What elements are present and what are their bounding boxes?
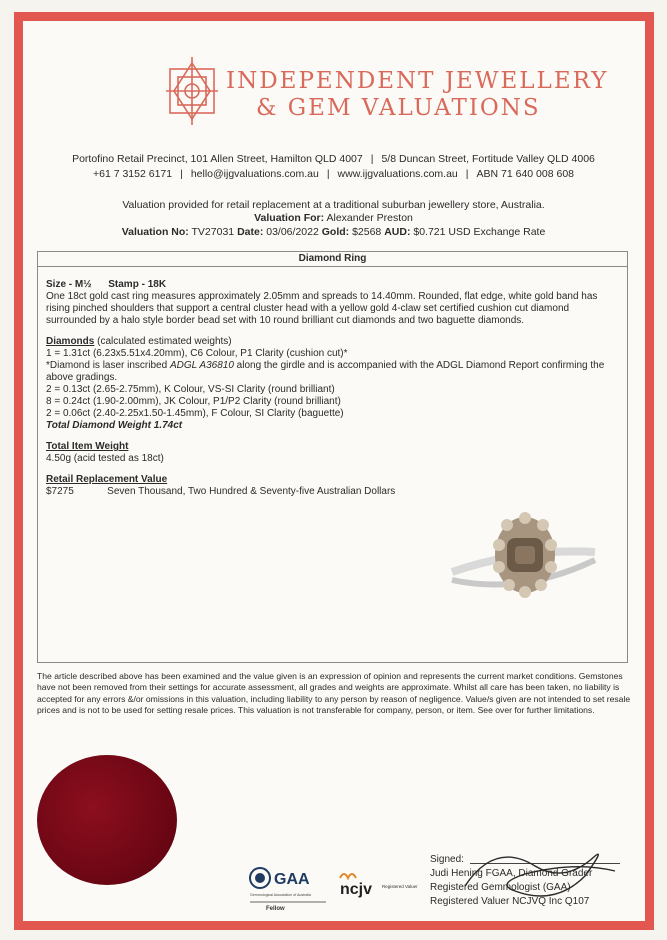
rrv-line <box>46 486 618 498</box>
inscription-code: ADGL A36810 <box>169 360 234 371</box>
diamonds-heading-line <box>46 336 618 348</box>
signatory-registration: Registered Valuer NCJVQ Inc Q107 <box>430 896 590 907</box>
diamond-center-stone: 1 = 1.31ct (6.23x5.51x4.20mm), C6 Colour, P1 Clarity (cushion cut)* <box>46 348 348 359</box>
separator: | <box>326 168 330 180</box>
item-weight-heading-text: Total Item Weight <box>46 441 129 452</box>
gaa-logo <box>248 864 328 914</box>
gold-price: $2568 <box>352 226 382 238</box>
exchange-rate: $0.721 USD Exchange Rate <box>413 226 546 238</box>
signatory-credential: Registered Gemmologist (GAA) <box>430 882 571 893</box>
company-logo <box>166 55 218 127</box>
valuation-date: 03/06/2022 <box>266 226 319 238</box>
ncjv-logo-text: ncjv <box>340 881 373 898</box>
total-diamond-weight-text: Total Diamond Weight 1.74ct <box>46 420 183 431</box>
valuation-for-line <box>0 212 667 224</box>
brand-name-line2: & GEM VALUATIONS <box>256 95 541 121</box>
item-weight-value: 4.50g (acid tested as 18ct) <box>46 453 164 464</box>
client-name: Alexander Preston <box>326 212 413 224</box>
contact-line <box>0 168 667 180</box>
address-hamilton: Portofino Retail Precinct, 101 Allen Street, Hamilton QLD 4007 <box>72 153 363 165</box>
ncjv-logo-subtitle: Registered Valuer <box>382 884 418 889</box>
brand-name-line1: INDEPENDENT JEWELLERY <box>226 68 609 94</box>
email-address: hello@ijgvaluations.com.au <box>190 168 319 180</box>
address-line <box>0 153 667 165</box>
signatory-name: Judi Hening FGAA, Diamond Grader <box>430 868 593 879</box>
separator: | <box>465 168 469 180</box>
signed-label: Signed: <box>430 854 464 865</box>
diamond-line-3: 8 = 0.24ct (1.90-2.00mm), JK Colour, P1/P2 Clarity (round brilliant) <box>46 396 341 407</box>
gaa-fellow-text: Fellow <box>266 906 285 912</box>
rrv-heading-text: Retail Replacement Value <box>46 474 168 485</box>
gold-stamp: Stamp - 18K <box>108 279 167 290</box>
signature-block <box>430 853 592 909</box>
separator: | <box>370 153 374 165</box>
gold-label: Gold: <box>321 226 350 238</box>
gaa-logo-text: GAA <box>274 871 310 888</box>
total-diamond-weight <box>46 420 618 432</box>
phone-number: +61 7 3152 6171 <box>92 168 173 180</box>
item-weight-heading <box>46 441 618 453</box>
ring-size: Size - M½ <box>46 279 92 290</box>
gaa-logo-subtitle: Gemmological Association of Australia <box>250 893 311 897</box>
abn-number: ABN 71 640 008 608 <box>476 168 575 180</box>
diamond-line-4: 2 = 0.06ct (2.40-2.25x1.50-1.45mm), F Colour, SI Clarity (baguette) <box>46 408 344 419</box>
ncjv-logo <box>336 868 418 900</box>
valuation-no-label: Valuation No: <box>121 226 189 238</box>
ring-photo <box>447 500 597 620</box>
separator: | <box>180 168 183 180</box>
rrv-amount: $7275 <box>46 486 74 497</box>
item-description: One 18ct gold cast ring measures approximately 2.05mm and spreads to 14.40mm. Rounded, flat edge, white gold band has rising pinched shoulders that support a central cluster head with a yellow gold 4-claw set certified cushion cut diamond surrounded by a halo style border bead set with 10 round brilliant cut diamonds and two baguette diamonds. <box>46 291 598 326</box>
inscription-text-cont: along the girdle and is accompanied with the ADGL Diamond Report confirming the above gradings. <box>46 360 605 383</box>
aud-label: AUD: <box>384 226 411 238</box>
inscription-text: *Diamond is laser inscribed <box>46 360 168 371</box>
inscription-note <box>46 360 618 384</box>
date-label: Date: <box>237 226 264 238</box>
rrv-heading <box>46 474 618 486</box>
valuation-details-line <box>0 226 667 238</box>
rrv-words: Seven Thousand, Two Hundred & Seventy-five Australian Dollars <box>107 486 396 497</box>
size-stamp-line <box>46 279 618 291</box>
website: www.ijgvaluations.com.au <box>337 168 458 180</box>
disclaimer-text: The article described above has been examined and the value given is an expression of opinion and represents the current market conditions. Gemstones have not been removed from their settings for accurate assessment, all grades and weights are approximate. Whilst all care has been taken, no liability is accepted for any errors &/or omissions in this valuation, including liability to any person by reason of negligence. Value/s given are not intended to set resale prices and is not to be used for setting resale prices. This valuation is not transferable for company, person, or item. See over for further limitations. <box>37 671 631 716</box>
diamonds-heading: Diamonds <box>46 336 95 347</box>
wax-seal <box>37 755 177 885</box>
valuation-for-label: Valuation For: <box>254 212 325 224</box>
item-title: Diamond Ring <box>38 252 627 267</box>
diamond-line-2: 2 = 0.13ct (2.65-2.75mm), K Colour, VS-SI Clarity (round brilliant) <box>46 384 335 395</box>
diamonds-note: (calculated estimated weights) <box>97 336 232 347</box>
valuation-number: TV27031 <box>191 226 235 238</box>
item-body <box>46 279 618 498</box>
valuation-purpose: Valuation provided for retail replacement at a traditional suburban jewellery store, Australia. <box>122 199 545 211</box>
address-fortitude-valley: 5/8 Duncan Street, Fortitude Valley QLD 4006 <box>381 153 595 165</box>
